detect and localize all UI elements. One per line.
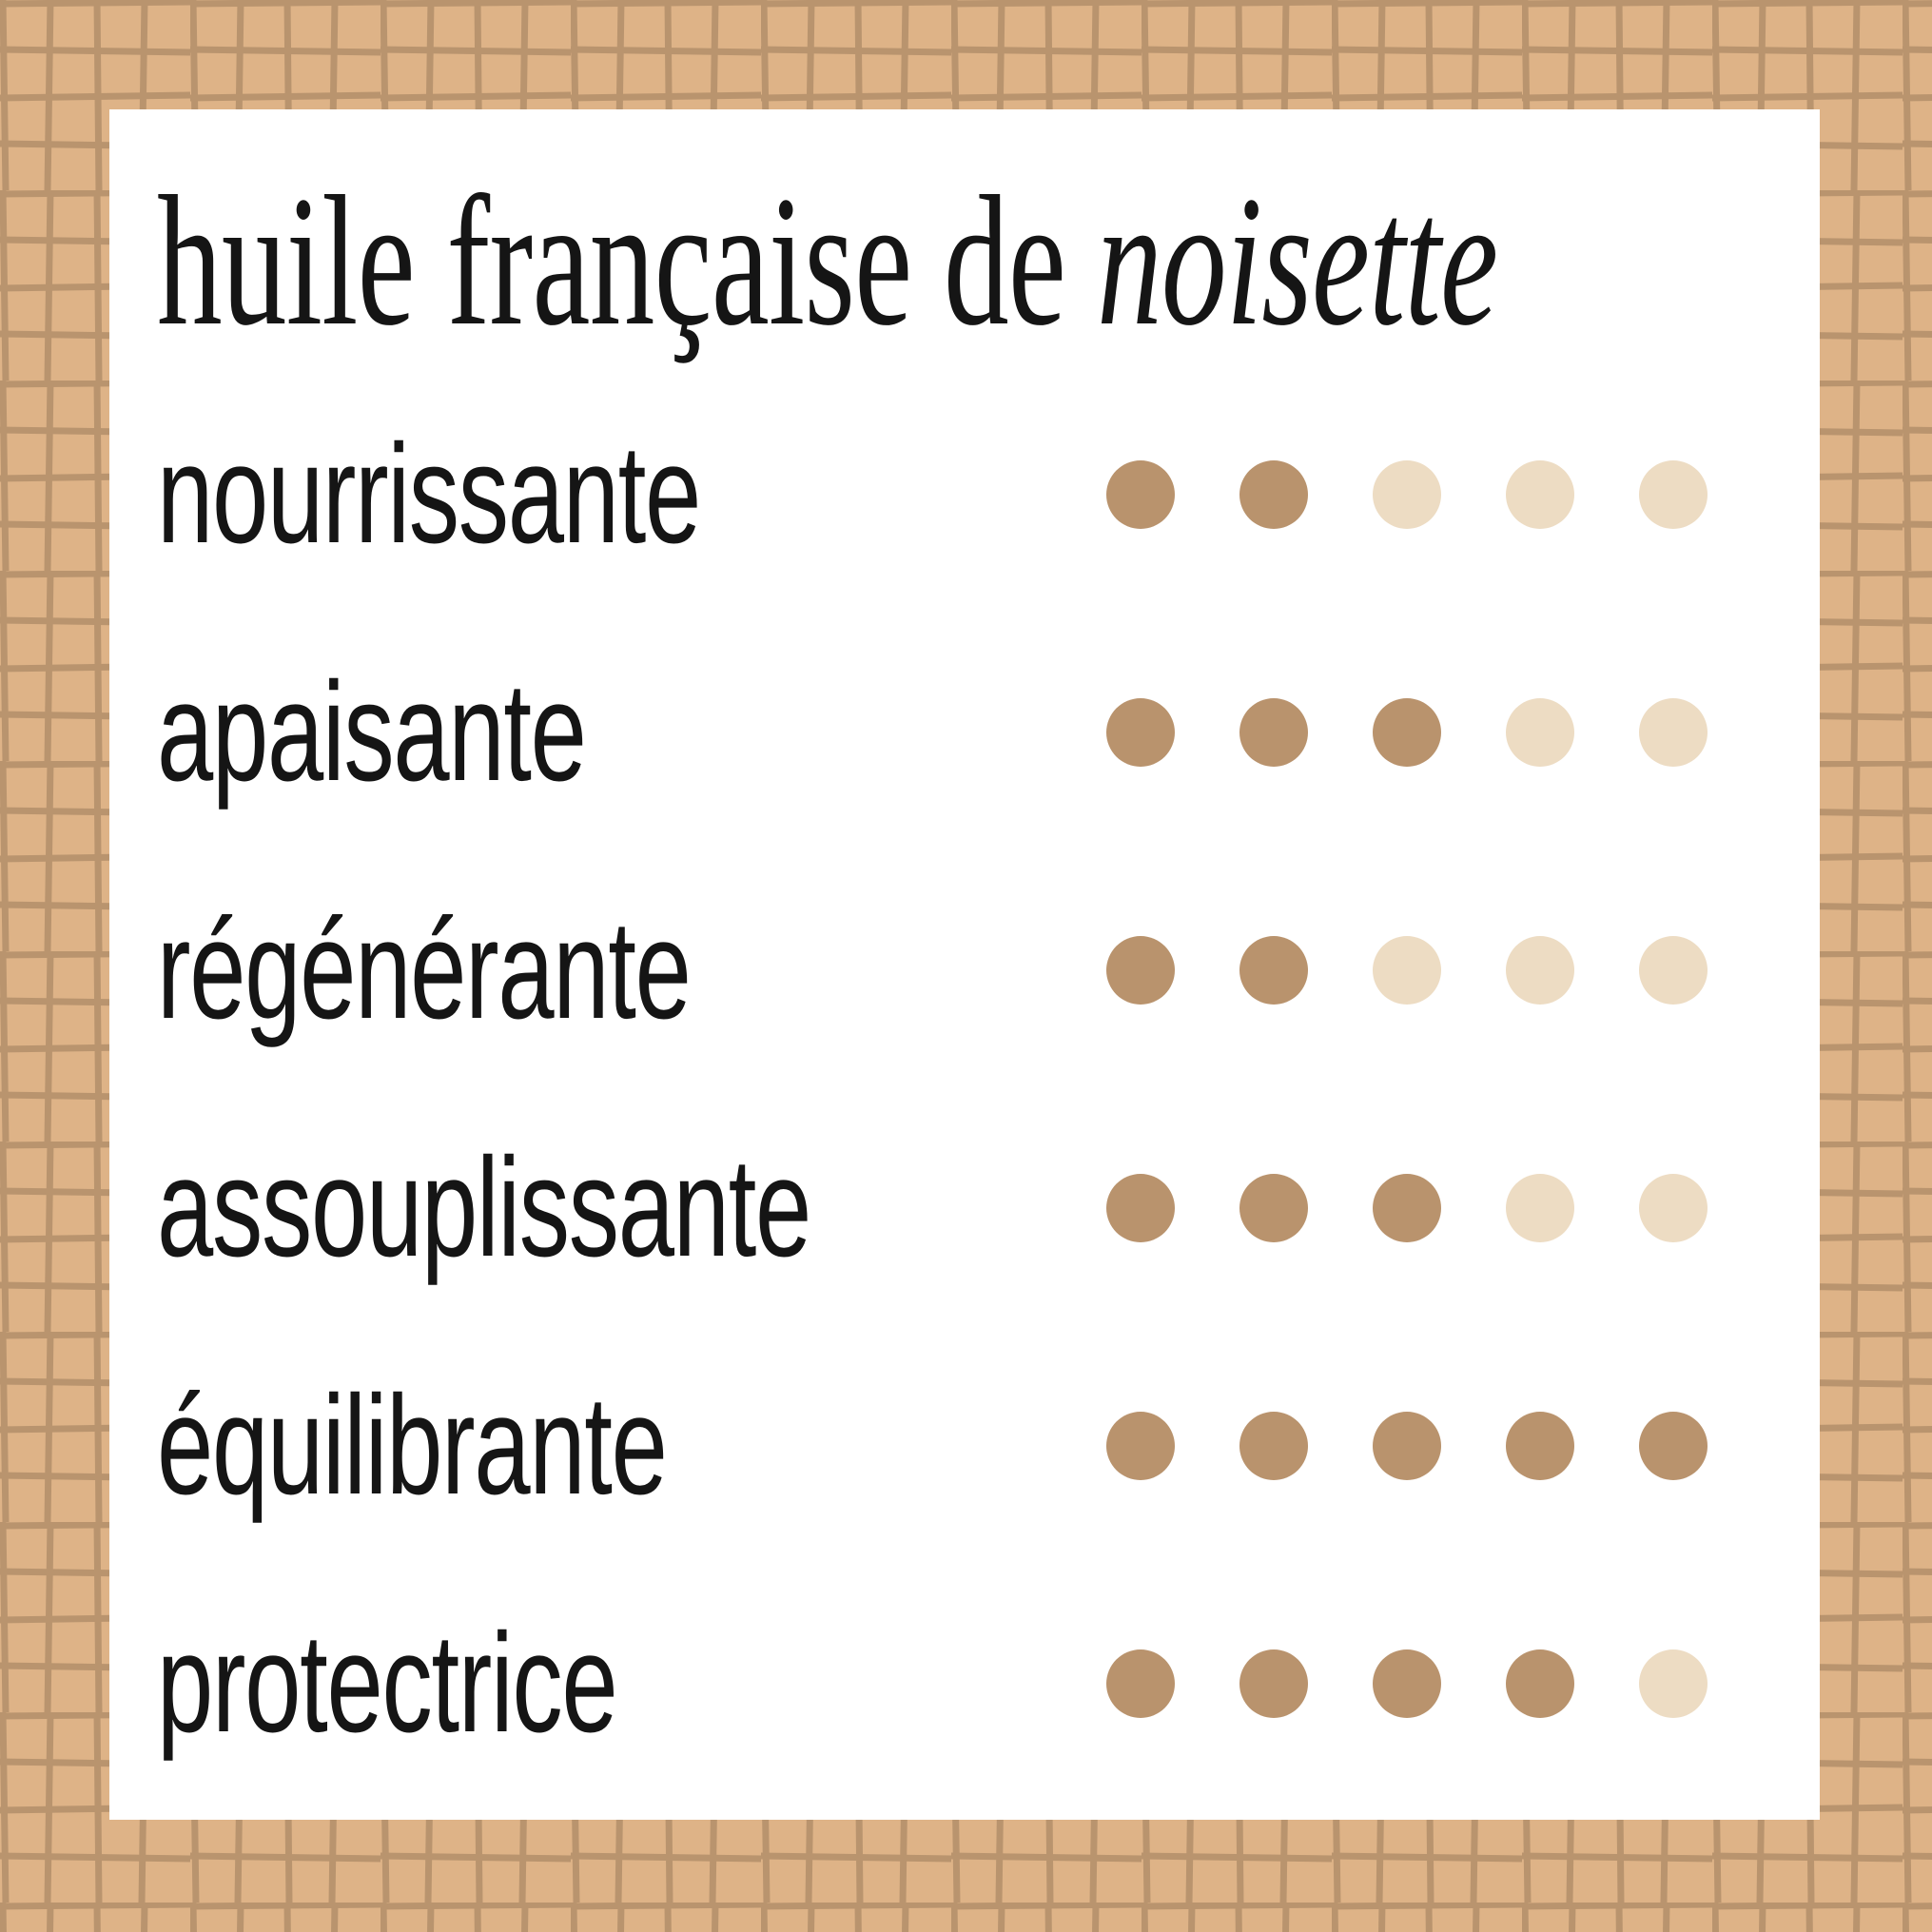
title-regular-part: huile française de bbox=[157, 158, 1066, 364]
rating-dot-filled bbox=[1506, 1649, 1574, 1718]
rating-dot-filled bbox=[1506, 1412, 1574, 1480]
rating-dot-filled bbox=[1106, 698, 1175, 767]
rating-dot-empty bbox=[1373, 936, 1441, 1005]
title-italic-part: noisette bbox=[1097, 158, 1498, 364]
rating-dot-filled bbox=[1106, 1174, 1175, 1242]
property-row bbox=[157, 376, 1708, 614]
rating-dot-filled bbox=[1373, 698, 1441, 767]
rating-dots bbox=[1106, 460, 1708, 529]
property-row bbox=[157, 1565, 1708, 1803]
property-label: nourrissante bbox=[157, 416, 701, 573]
rating-dot-filled bbox=[1373, 1649, 1441, 1718]
rating-dot-empty bbox=[1639, 1174, 1708, 1242]
rating-dot-filled bbox=[1239, 1174, 1308, 1242]
rating-dot-empty bbox=[1506, 698, 1574, 767]
rating-dot-filled bbox=[1373, 1412, 1441, 1480]
rating-dot-empty bbox=[1639, 460, 1708, 529]
rating-dot-filled bbox=[1239, 1412, 1308, 1480]
property-row bbox=[157, 1327, 1708, 1565]
rating-dots bbox=[1106, 1412, 1708, 1480]
rating-dot-filled bbox=[1239, 936, 1308, 1005]
rating-dot-filled bbox=[1239, 460, 1308, 529]
rating-dot-filled bbox=[1373, 1174, 1441, 1242]
rating-dots bbox=[1106, 1174, 1708, 1242]
rating-dot-empty bbox=[1506, 460, 1574, 529]
rating-dot-filled bbox=[1106, 1649, 1175, 1718]
rating-dots bbox=[1106, 936, 1708, 1005]
rating-dot-empty bbox=[1639, 936, 1708, 1005]
card bbox=[109, 109, 1820, 1820]
rating-dot-empty bbox=[1639, 698, 1708, 767]
rating-dot-filled bbox=[1106, 460, 1175, 529]
rating-dot-empty bbox=[1506, 936, 1574, 1005]
properties-list bbox=[157, 376, 1708, 1803]
rating-dot-empty bbox=[1639, 1649, 1708, 1718]
property-label: protectrice bbox=[157, 1605, 617, 1762]
rating-dot-empty bbox=[1506, 1174, 1574, 1242]
property-row bbox=[157, 851, 1708, 1089]
rating-dot-filled bbox=[1106, 1412, 1175, 1480]
property-label: apaisante bbox=[157, 654, 586, 810]
property-label: régénérante bbox=[157, 891, 691, 1048]
rating-dot-empty bbox=[1373, 460, 1441, 529]
property-row bbox=[157, 1089, 1708, 1327]
property-row bbox=[157, 614, 1708, 851]
rating-dot-filled bbox=[1239, 1649, 1308, 1718]
rating-dots bbox=[1106, 698, 1708, 767]
property-label: assouplissante bbox=[157, 1129, 811, 1286]
rating-dots bbox=[1106, 1649, 1708, 1718]
page-title bbox=[157, 159, 1497, 364]
rating-dot-filled bbox=[1639, 1412, 1708, 1480]
rating-dot-filled bbox=[1239, 698, 1308, 767]
rating-dot-filled bbox=[1106, 936, 1175, 1005]
property-label: équilibrante bbox=[157, 1367, 667, 1524]
